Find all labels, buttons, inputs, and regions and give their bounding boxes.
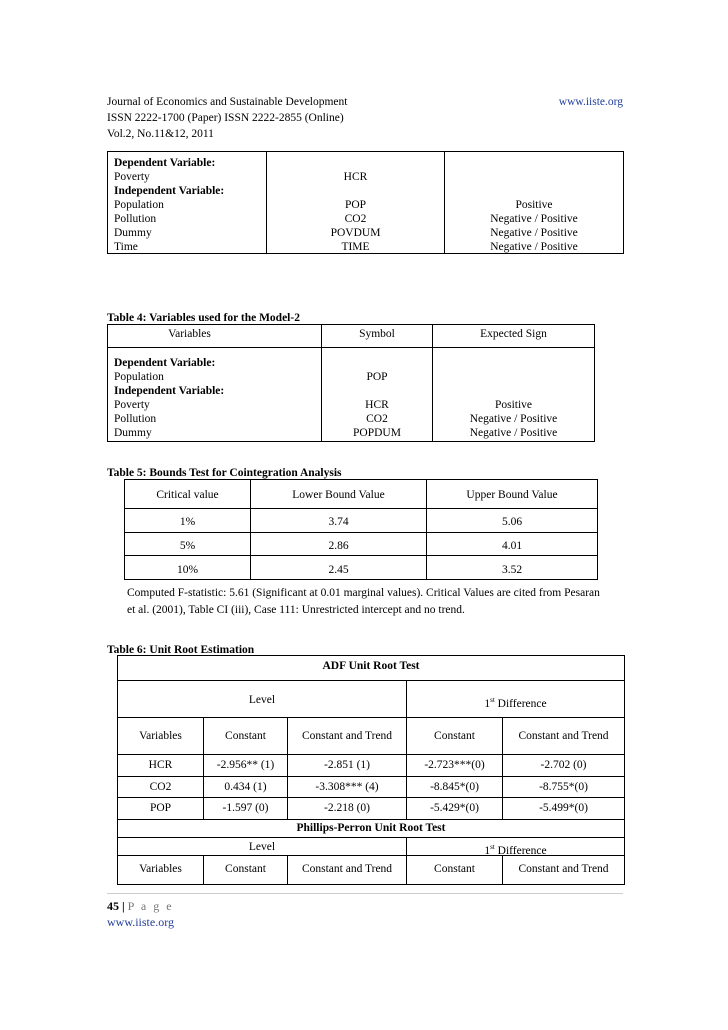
column-header: Constant	[434, 863, 475, 875]
page-header	[107, 94, 623, 142]
page-word: P a g e	[127, 899, 174, 913]
variable-name: Dummy	[114, 427, 152, 439]
table-cell: -5.429*(0)	[430, 802, 479, 814]
unit-root-table	[117, 655, 625, 885]
table-cell: 3.74	[328, 516, 349, 528]
column-header: Variables	[139, 730, 182, 742]
table-cell: 2.45	[328, 564, 349, 576]
table-cell: -8.845*(0)	[430, 781, 479, 793]
page-number: 45	[107, 899, 119, 913]
expected-sign: Negative / Positive	[490, 227, 578, 239]
variable-symbol: HCR	[365, 399, 389, 411]
dependent-variable-heading: Dependent Variable:	[114, 357, 216, 369]
column-header: Variables	[139, 863, 182, 875]
page-indicator	[107, 898, 174, 914]
table-cell: 10%	[176, 564, 199, 576]
header-website-link[interactable]: www.iiste.org	[558, 96, 623, 108]
variables-table-model1	[107, 151, 624, 254]
expected-sign: Negative / Positive	[469, 427, 558, 439]
variable-name: Time	[114, 241, 138, 253]
table-cell: -2.702 (0)	[540, 759, 587, 771]
variable-name: Population	[114, 199, 164, 211]
column-header: Constant	[225, 863, 266, 875]
bounds-test-note	[127, 585, 627, 619]
expected-sign: Positive	[515, 199, 553, 211]
column-header: Constant	[225, 730, 266, 742]
table-cell: 3.52	[501, 564, 523, 576]
table-cell: -2.956** (1)	[216, 759, 275, 771]
table-cell: 2.86	[328, 540, 349, 552]
variable-name: Dummy	[114, 227, 152, 239]
volume-line: Vol.2, No.11&12, 2011	[107, 128, 214, 140]
independent-variable-heading: Independent Variable:	[114, 385, 225, 397]
variable-symbol: POP	[344, 199, 367, 211]
column-header: Constant and Trend	[301, 730, 393, 742]
dependent-variable-symbol: POP	[366, 371, 388, 383]
table-cell: -2.218 (0)	[324, 802, 370, 814]
variable-name: Poverty	[114, 399, 150, 411]
variables-table-model2	[107, 324, 595, 442]
table6-caption: Table 6: Unit Root Estimation	[107, 644, 255, 656]
variable-name: Pollution	[114, 413, 157, 425]
column-header: Critical value	[156, 489, 219, 501]
table-cell: 4.01	[501, 540, 523, 552]
expected-sign: Positive	[494, 399, 533, 411]
note-line: et al. (2001), Table CI (iii), Case 111: Unrestricted intercept and no trend.	[127, 604, 465, 616]
page-separator: |	[122, 899, 125, 913]
column-header: Upper Bound Value	[466, 489, 558, 501]
expected-sign: Negative / Positive	[490, 213, 578, 225]
table-cell: CO2	[149, 781, 172, 793]
table-cell: -8.755*(0)	[539, 781, 588, 793]
footer-divider	[107, 893, 623, 894]
table-cell: 5%	[179, 540, 196, 552]
variable-name: Pollution	[114, 213, 157, 225]
expected-sign: Negative / Positive	[469, 413, 558, 425]
variable-symbol: POPDUM	[353, 427, 401, 439]
dependent-variable-symbol: HCR	[343, 171, 368, 183]
table-cell: -2.851 (1)	[324, 759, 370, 771]
variable-symbol: POVDUM	[330, 227, 381, 239]
dependent-variable-name: Population	[114, 371, 164, 383]
table-cell: 5.06	[501, 516, 523, 528]
table-cell: 1%	[179, 516, 196, 528]
issn-line: ISSN 2222-1700 (Paper) ISSN 2222-2855 (Online)	[107, 112, 344, 124]
table-cell: -2.723***(0)	[424, 759, 485, 771]
column-header: Expected Sign	[480, 328, 547, 340]
level-header: Level	[248, 694, 276, 706]
column-header: Constant and Trend	[518, 730, 609, 742]
variable-symbol: CO2	[344, 213, 367, 225]
first-difference-header: 1st Difference	[484, 696, 547, 710]
column-header: Constant and Trend	[518, 863, 609, 875]
column-header: Constant and Trend	[301, 863, 393, 875]
first-difference-header: 1st Difference	[484, 843, 547, 857]
journal-title: Journal of Economics and Sustainable Development	[107, 96, 348, 108]
column-header: Constant	[434, 730, 475, 742]
bounds-test-table	[124, 479, 598, 580]
level-header: Level	[248, 841, 276, 853]
table4-caption: Table 4: Variables used for the Model-2	[107, 312, 300, 324]
table-cell: -5.499*(0)	[539, 802, 588, 814]
table-cell: HCR	[148, 759, 173, 771]
dependent-variable-name: Poverty	[114, 171, 150, 183]
page-footer	[107, 898, 174, 930]
expected-sign: Negative / Positive	[490, 241, 578, 253]
table-cell: -1.597 (0)	[222, 802, 269, 814]
variable-symbol: TIME	[341, 241, 370, 253]
table-cell: -3.308*** (4)	[315, 781, 379, 793]
pp-title: Phillips-Perron Unit Root Test	[296, 822, 446, 834]
column-header: Variables	[168, 328, 211, 340]
variable-symbol: CO2	[366, 413, 388, 425]
table5-caption: Table 5: Bounds Test for Cointegration Analysis	[107, 467, 342, 479]
column-header: Symbol	[359, 328, 395, 340]
adf-title: ADF Unit Root Test	[322, 660, 420, 672]
column-header: Lower Bound Value	[292, 489, 385, 501]
table-cell: POP	[149, 802, 172, 814]
footer-website-link[interactable]: www.iiste.org	[107, 915, 174, 929]
dependent-variable-heading: Dependent Variable:	[114, 157, 216, 169]
table-cell: 0.434 (1)	[224, 781, 267, 793]
note-line: Computed F-statistic: 5.61 (Significant at 0.01 marginal values). Critical Values are cited from Pesaran	[127, 587, 600, 599]
independent-variable-heading: Independent Variable:	[114, 185, 225, 197]
